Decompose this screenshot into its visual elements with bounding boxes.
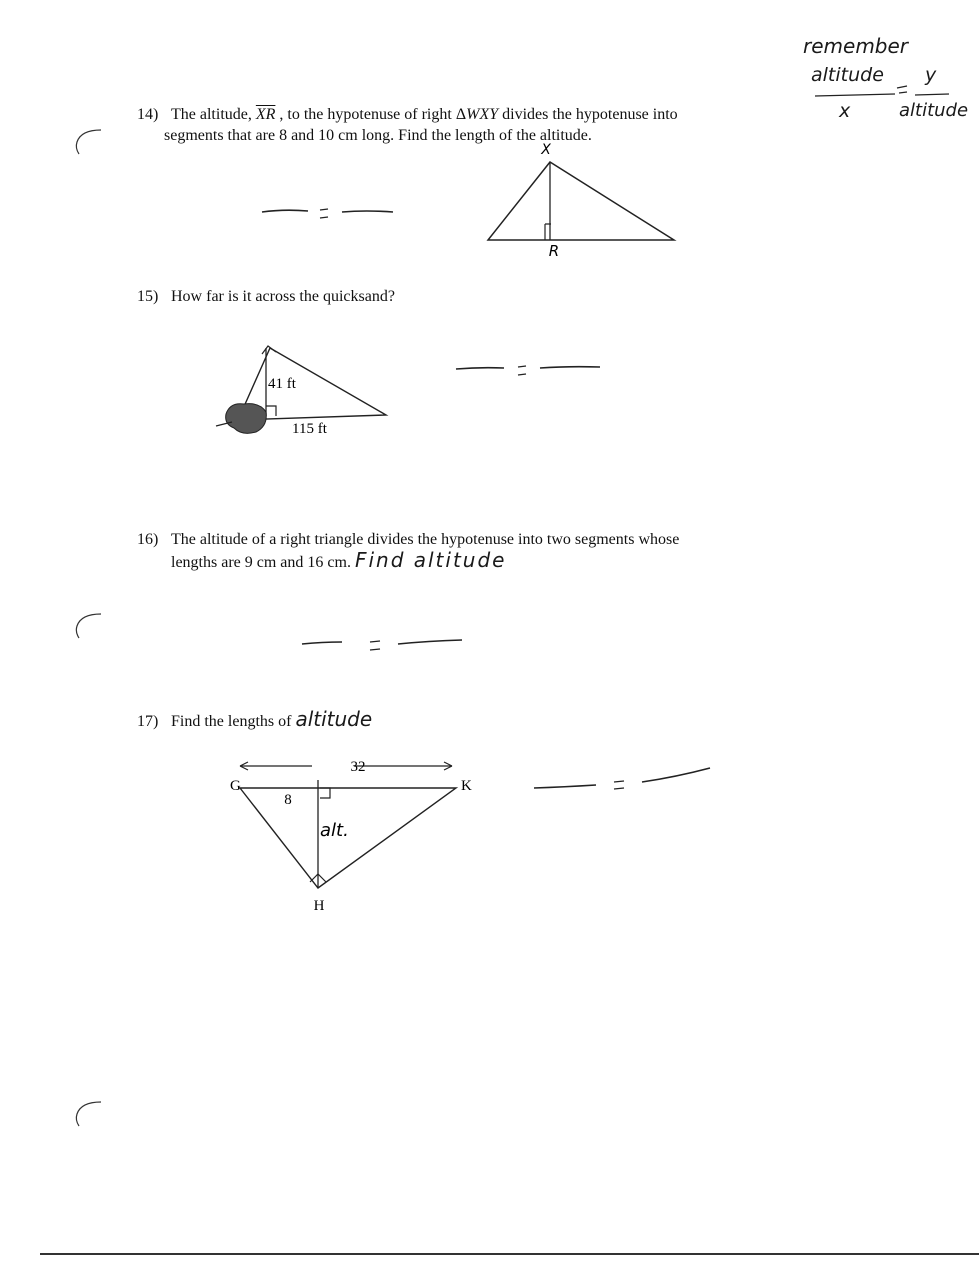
margin-note [803,34,979,124]
binder-hole-bottom [73,1098,113,1138]
q14-triangle-symbol: Δ [455,106,467,123]
page-bottom-rule [40,1253,979,1255]
q16-handwritten: Find altitude [354,548,507,572]
q17-right-angle-foot [320,788,330,798]
margin-note-title: remember [803,34,909,58]
margin-note-fraction-lines [803,34,979,124]
q17-figure [212,752,492,922]
question-16 [137,529,817,573]
question-14 [137,104,797,146]
q16-number: 16) [137,531,159,548]
q15-blank-left [456,368,504,369]
q16-line2 [137,550,817,573]
q17-length-seg: 8 [284,792,292,808]
q16-equals [370,641,380,650]
question-17 [137,709,372,732]
margin-note-num-left: altitude [811,64,884,86]
q14-proportion [258,198,398,228]
q15-equals [518,366,526,375]
q17-vertex-h: H [313,898,325,914]
q17-proportion [530,770,720,800]
q14-vertex-x: X [541,142,551,158]
q15-number: 15) [137,288,159,305]
q15-base-label: 115 ft [292,421,327,437]
q16-text-line1: The altitude of a right triangle divides the hypotenuse into two segments whose [171,531,680,548]
q16-text-line2: lengths are 9 cm and 16 cm. [171,554,351,571]
q15-altitude-label: 41 ft [268,376,296,392]
q17-handwritten: altitude [295,707,373,731]
q15-proportion [452,355,612,385]
q17-blank-left [534,785,596,788]
q14-triangle [488,162,674,240]
q17-number: 17) [137,713,159,730]
q15-blank-right [540,367,600,368]
margin-note-den-left: x [839,100,851,122]
q17-alt-label: alt. [320,820,349,841]
binder-hole-middle [73,610,113,650]
q16-blank-left [302,642,342,644]
q16-proportion [298,630,468,660]
q17-text: Find the lengths of [171,713,292,730]
q14-triangle-figure [484,140,684,260]
q14-blank-right [342,211,393,212]
quicksand-blob [226,404,267,434]
q17-equals [614,781,624,789]
q14-vertex-r: R [548,242,560,260]
q14-text-a: The altitude, [171,106,256,123]
q16-line1 [137,529,817,550]
q17-blank-right [642,768,710,782]
q14-text-c: divides the hypotenuse into [498,106,678,123]
q14-line1 [137,104,797,125]
q14-line2: segments that are 8 and 10 cm long. Find the length of the altitude. [164,127,592,144]
q16-blank-right [398,640,462,644]
q14-blank-left [262,210,308,212]
q17-vertex-g: G [230,778,241,794]
q15-right-angle-foot [266,406,276,416]
margin-note-den-right: altitude [899,100,969,121]
q14-segment: $\overline{XR}$ [255,106,276,123]
q14-number: 14) [137,106,159,123]
q17-vertex-k: K [461,778,472,794]
margin-note-num-right: y [925,64,937,86]
q15-figure [212,340,412,440]
binder-hole-top [73,126,113,166]
q15-text: How far is it across the quicksand? [171,288,395,305]
q14-equals [320,209,328,218]
q14-triangle-name: WXY [466,106,499,123]
question-15 [137,286,395,307]
q17-length-total: 32 [350,759,366,775]
q14-text-b: , to the hypotenuse of right [275,106,456,123]
